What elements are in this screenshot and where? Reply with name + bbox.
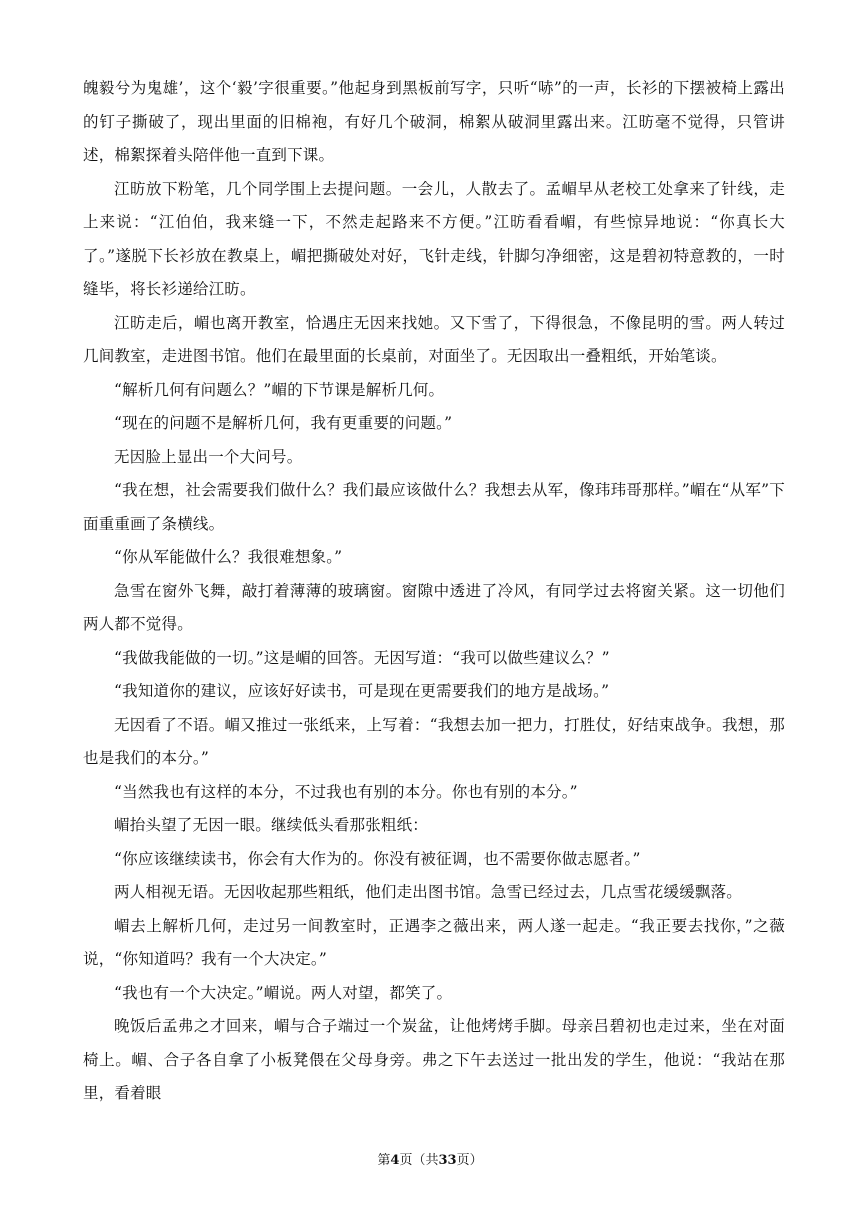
paragraph: “现在的问题不是解析几何，我有更重要的问题。” (114, 414, 453, 432)
paragraph: 嵋抬头望了无因一眼。继续低头看那张粗纸： (114, 816, 429, 834)
paragraph: “解析几何有问题么？”嵋的下节课是解析几何。 (114, 380, 445, 399)
footer-suffix: 页） (456, 1153, 483, 1168)
paragraph: 晚饭后孟弗之才回来，嵋与合子端过一个炭盆，让他烤烤手脚。母亲吕碧初也走过来，坐在对面椅上。嵋、合子各自拿了小板凳偎在父母身旁。弗之下午去送过一批出发的学生，他说：“我站在那里，看着眼 (83, 1017, 785, 1102)
total-page-count: 33 (438, 1153, 457, 1168)
paragraph: “当然我也有这样的本分，不过我也有别的本分。你也有别的本分。” (114, 782, 578, 801)
paragraph: 嵋去上解析几何，走过另一间教室时，正遇李之薇出来，两人遂一起走。“我正要去找你，”之薇说，“你知道吗？我有一个大决定。” (83, 916, 785, 968)
page-footer (0, 1152, 860, 1170)
current-page-number: 4 (390, 1153, 400, 1168)
paragraph: 两人相视无语。无因收起那些粗纸，他们走出图书馆。急雪已经过去，几点雪花缓缓飘落。 (114, 883, 743, 901)
paragraph: 魄毅兮为鬼雄’，这个‘毅’字很重要。”他起身到黑板前写字，只听“哧”的一声，长衫的下摆被椅上露出的钉子撕破了，现出里面的旧棉袍，有好几个破洞，棉絮从破洞里露出来。江昉毫不觉得，只管讲述，棉絮探着头陪伴他一直到下课。 (83, 79, 785, 164)
paragraph: “我也有一个大决定。”嵋说。两人对望，都笑了。 (114, 983, 453, 1002)
footer-middle: 页（共 (399, 1153, 439, 1168)
paragraph: 江昉走后，嵋也离开教室，恰遇庄无因来找她。又下雪了，下得很急，不像昆明的雪。两人转过几间教室，走进图书馆。他们在最里面的长桌前，对面坐了。无因取出一叠粗纸，开始笔谈。 (83, 313, 785, 365)
paragraph: 无因看了不语。嵋又推过一张纸来，上写着：“我想去加一把力，打胜仗，好结束战争。我想，那也是我们的本分。” (83, 715, 785, 767)
paragraph: “你从军能做什么？我很难想象。” (114, 548, 343, 566)
body-text (83, 72, 785, 1111)
paragraph: “你应该继续读书，你会有大作为的。你没有被征调，也不需要你做志愿者。” (114, 849, 641, 868)
paragraph: “我知道你的建议，应该好好读书，可是现在更需要我们的地方是战场。” (114, 682, 610, 700)
paragraph: “我在想，社会需要我们做什么？我们最应该做什么？我想去从军，像玮玮哥那样。”嵋在“从军”下面重重画了条横线。 (83, 481, 785, 533)
paragraph: 江昉放下粉笔，几个同学围上去提问题。一会儿，人散去了。孟嵋早从老校工处拿来了针线，走上来说：“江伯伯，我来缝一下，不然走起路来不方便。”江昉看看嵋，有些惊异地说：“你真长大了。”遂脱下长衫放在教桌上，嵋把撕破处对好，飞针走线，针脚匀净细密，这是碧初特意教的，一时缝毕，将长衫递给江昉。 (83, 179, 785, 298)
paragraph: 无因脸上显出一个大问号。 (114, 447, 303, 466)
paragraph: “我做我能做的一切。”这是嵋的回答。无因写道：“我可以做些建议么？” (114, 648, 610, 667)
footer-prefix: 第 (377, 1153, 391, 1168)
paragraph: 急雪在窗外飞舞，敲打着薄薄的玻璃窗。窗隙中透进了冷风，有同学过去将窗关紧。这一切他们两人都不觉得。 (83, 581, 785, 633)
